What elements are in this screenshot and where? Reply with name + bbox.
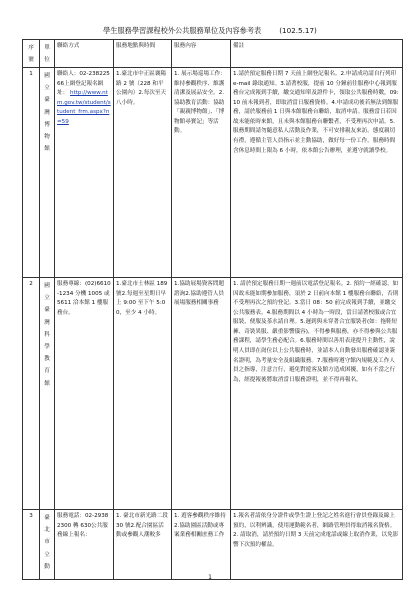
table-row xyxy=(23,68,403,278)
header-location: 服務地點與時間 xyxy=(114,40,172,68)
row-unit: 國立臺灣科學教育館 xyxy=(40,278,55,510)
row-content: 1. 遊客參觀秩序維持2.協助園區活動或專案業務相關庶務工作 xyxy=(172,510,231,580)
header-content: 服務內容 xyxy=(172,40,231,68)
row-content: 1.協助展場資客問題諮詢2.協助遵管人員展場服務相關事務 xyxy=(172,278,231,510)
row-num: 3 xyxy=(23,510,40,580)
row-location: 1. 臺北市新光路二段 30 號2.配合園區活動或參觀人潮較多 xyxy=(114,510,172,580)
header-num: 序號 xyxy=(23,40,40,68)
row-notes: 1. 請於預定服務日期一週前以電話登記報名。2. 預約一經確認，如因故未能如期參加服務，須於 2 日前向本館 1 樓服務台聯絡，否則不受理再次之預約登記。3.當日 08：50 前完成報到手續，並繳交公共服務表。4.服務期間以 4 小時為一時段，當日請著校服或合宜服裝，便服及茶水請自理。5.遲到與未穿著合宜服裝者(如：拖鞋短褲、奇裝異服、嚴重影響儀容)，不得參與服務，亦不得參與公共服務課程，請學生務必配合。6.服務時間以善用表達提升主動性，說明人員即在崗位以上公共服務時，並請本人自動發出服務確認並簽名證明，為考量安全及組織服務。7.服務時遵守館內規範及工作人員之指導，注意言行，避免對遊客及館方造成困擾，如有不當之行為，經提報後將取消當日服務證明，並不得再報名。 xyxy=(231,278,403,510)
row-unit: 臺北市立動 xyxy=(40,510,55,580)
row-num: 2 xyxy=(23,278,40,510)
row-location: 1.臺北市士林區 189 號2.每週至星期日早上 9:00 至下午 5:00，至少 4 小時。 xyxy=(114,278,172,510)
header-notes: 備註 xyxy=(231,40,403,68)
row-contact xyxy=(55,68,114,278)
row-num: 1 xyxy=(23,68,40,278)
contact-text: 聯絡人：02-23822566上網登記報名網址： xyxy=(57,70,110,97)
header-unit: 單位 xyxy=(40,40,55,68)
table-row xyxy=(23,510,403,580)
row-location: 1.臺北市中正區襄陽路 2 號（228 和平公園內）2.每次至天八小時。 xyxy=(114,68,172,278)
service-units-table xyxy=(22,39,403,580)
row-content: 1. 展示場巡場工作：維持參觀秩序、維護清潔及展品安全。2. 協助教育活動：協助「親親博物館」、「博物館尋寶記」等活動。 xyxy=(172,68,231,278)
row-unit: 國立臺灣博物館 xyxy=(40,68,55,278)
header-contact: 聯絡方式 xyxy=(55,40,114,68)
title-date: (102.5.17) xyxy=(279,26,317,35)
row-notes: 1.請於預定服務日期 7 天前上網登記報名。2.申請成功請自行列印 e-mail 錄取通知。3.請著校服，提前 10 分鐘前往服務中心報到服務台完成報到手續，繳交通知單及證件卡，領取公共服務時數，09:10 前未報到者，即取消當日服務資格。4.申請成功後若無法到館服務，請於服務前 1 日與本館服務台聯絡，取消申請。服務當日若因故未能依時來館，且未與本館服務台聯繫者，不受理再次申請。5.服務期間請勿隨意私人活動及作業，不可安排親友來訪。態度親切有禮，遵循主管人員指示並主動協助，做好每一份工作。服務時間含休息時間上限為 6 小時，依本館公告辦理，並遵守就讀學校。 xyxy=(231,68,403,278)
page-number: 1 xyxy=(208,574,212,581)
registration-link[interactable]: http://www.ntm.gov.tw/student/student_frm.aspx?n=59 xyxy=(57,90,111,125)
title-text: 學生服務學習課程校外公共服務單位及內容參考表 xyxy=(103,26,262,35)
document-title xyxy=(0,26,420,35)
table-row xyxy=(23,278,403,510)
row-notes: 1.報名者請依身分證件或學生證上登記之姓名進行會員登錄及線上預約，以利辨識，使用運動範名者，網路管理員得取消報名資格。2. 請取消，請於預約日期 3 天前完成電話或線上取消作業，以免影響下次預約權益。 xyxy=(231,510,403,580)
table-header-row xyxy=(23,40,403,68)
row-contact: 服務電話：02-29382300 轉 630公共服務線上報名： xyxy=(55,510,114,580)
row-contact: 服務專線：(02)6610-1234 分機 1005 或 5611 洽本館 1 樓服務台。 xyxy=(55,278,114,510)
